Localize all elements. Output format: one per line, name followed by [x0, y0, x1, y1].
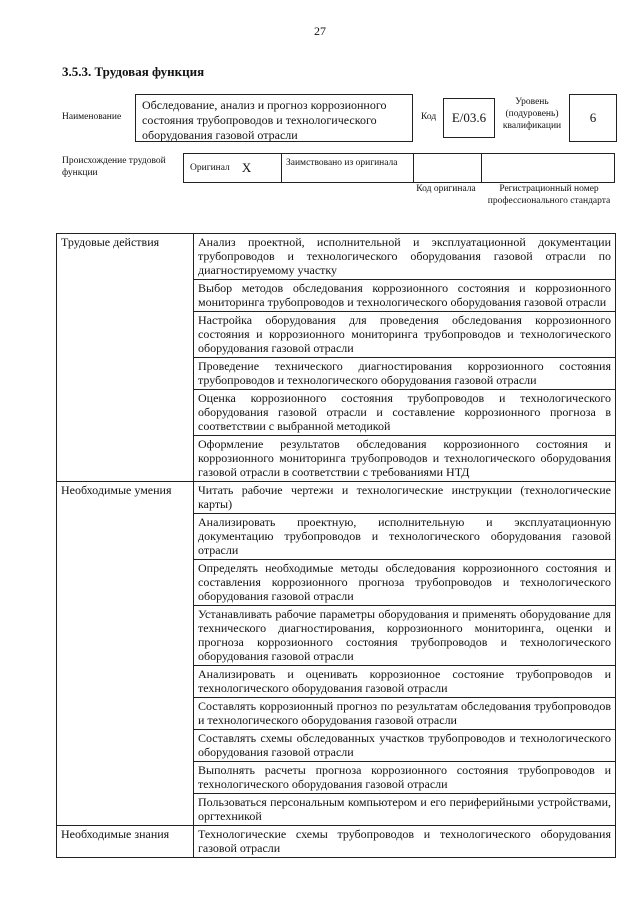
item-cell: Пользоваться персональным компьютером и его периферийными устройствами, оргтехникой	[194, 794, 616, 826]
item-cell: Выполнять расчеты прогноза коррозионного состояния трубопроводов и технологического оборудования газовой отрасли	[194, 762, 616, 794]
item-cell: Анализ проектной, исполнительной и эксплуатационной документации трубопроводов и технологического оборудования газовой отрасли по диагностируемому участку	[194, 234, 616, 280]
item-cell: Анализировать и оценивать коррозионное состояние трубопроводов и технологического оборудования газовой отрасли	[194, 666, 616, 698]
category-cell: Трудовые действия	[57, 234, 194, 482]
item-cell: Анализировать проектную, исполнительную и эксплуатационную документацию трубопроводов и технологического оборудования газовой отрасли	[194, 514, 616, 560]
code-original-caption: Код оригинала	[416, 184, 476, 194]
category-cell: Необходимые знания	[57, 826, 194, 858]
origin-row	[183, 153, 615, 183]
category-cell: Необходимые умения	[57, 482, 194, 826]
labor-function-table	[56, 233, 616, 858]
function-code-box: E/03.6	[443, 98, 495, 138]
table-row	[57, 234, 616, 280]
reg-number-cell	[481, 153, 615, 183]
item-cell: Проведение технического диагностирования коррозионного состояния трубопроводов и технологического оборудования газовой отрасли	[194, 358, 616, 390]
borrowed-cell: Заимствовано из оригинала	[281, 153, 413, 183]
page-number: 27	[314, 24, 326, 38]
item-cell: Оформление результатов обследования коррозионного состояния и коррозионного мониторинга трубопроводов и технологического оборудования газовой отрасли в соответствии с требованиями НТД	[194, 436, 616, 482]
item-cell: Определять необходимые методы обследования коррозионного состояния и составления коррозионного прогноза трубопроводов и технологического оборудования газовой отрасли	[194, 560, 616, 606]
level-label: Уровень (подуровень) квалификации	[502, 97, 562, 131]
section-title: 3.5.3. Трудовая функция	[62, 64, 205, 79]
table-row	[57, 826, 616, 858]
item-cell: Читать рабочие чертежи и технологические инструкции (технологические карты)	[194, 482, 616, 514]
item-cell: Настройка оборудования для проведения обследования коррозионного состояния и коррозионного мониторинга трубопроводов и технологического оборудования газовой отрасли	[194, 312, 616, 358]
item-cell: Оценка коррозионного состояния трубопроводов и технологического оборудования газовой отрасли и составление коррозионного прогноза в соответствии с выбранной методикой	[194, 390, 616, 436]
original-mark: X	[241, 160, 252, 175]
original-cell	[183, 153, 281, 183]
reg-number-caption: Регистрационный номер профессионального стандарта	[487, 184, 611, 206]
item-cell: Выбор методов обследования коррозионного состояния и коррозионного мониторинга трубопроводов и технологического оборудования газовой отрасли	[194, 280, 616, 312]
level-value-box: 6	[569, 94, 617, 142]
name-label: Наименование	[62, 112, 122, 122]
original-label: Оригинал	[190, 163, 230, 173]
function-name-box: Обследование, анализ и прогноз коррозионного состояния трубопроводов и технологического оборудования газовой отрасли	[135, 94, 413, 142]
item-cell: Составлять коррозионный прогноз по результатам обследования трубопроводов и технологического оборудования газовой отрасли	[194, 698, 616, 730]
code-original-cell	[413, 153, 481, 183]
item-cell: Технологические схемы трубопроводов и технологического оборудования газовой отрасли	[194, 826, 616, 858]
origin-label: Происхождение трудовой функции	[62, 156, 166, 178]
code-label: Код	[421, 112, 437, 122]
table-row	[57, 482, 616, 514]
item-cell: Устанавливать рабочие параметры оборудования и применять оборудование для технического диагностирования, коррозионного мониторинга, оценки и прогноза коррозионного состояния трубопроводов и технологического оборудования газовой отрасли	[194, 606, 616, 666]
item-cell: Составлять схемы обследованных участков трубопроводов и технологического оборудования газовой отрасли	[194, 730, 616, 762]
